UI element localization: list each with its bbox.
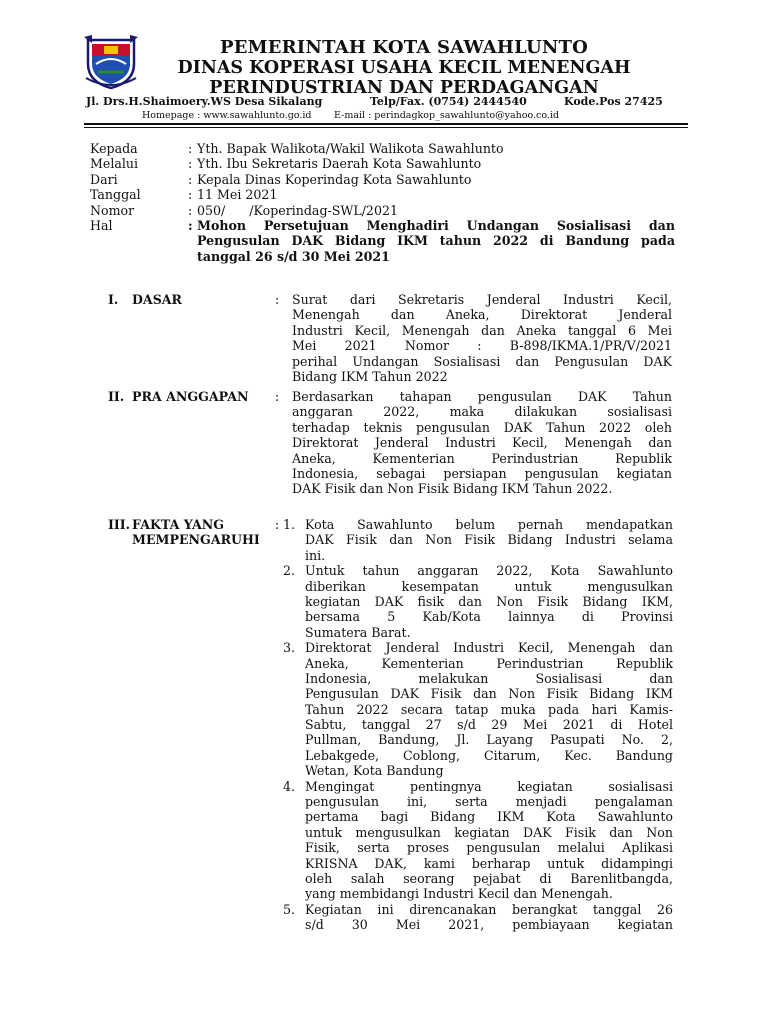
paragraph-line: terhadap teknis pengusulan DAK Tahun 2022 oleh [292,419,672,435]
meta-colon: : [188,141,193,156]
section-number: II. [108,389,125,404]
meta-row-dari [90,172,680,187]
list-item-line: Indonesia, melakukan Sosialisasi dan [305,670,673,686]
meta-row-tanggal [90,187,680,202]
list-item-line: DAK Fisik dan Non Fisik Bidang Industri selama [305,532,673,548]
meta-label: Hal [90,217,113,233]
meta-label: Dari [90,171,118,187]
paragraph-line: DAK Fisik dan Non Fisik Bidang IKM Tahun 2022. [292,481,613,497]
letterhead [140,37,668,98]
meta-value: Yth. Bapak Walikota/Wakil Walikota Sawahlunto [197,141,504,156]
subject [197,218,675,264]
list-item-line: oleh salah seorang pejabat di Barenlitbangda, [305,870,673,886]
list-item-line: Aneka, Kementerian Perindustrian Republik [305,655,673,671]
paragraph-line: Aneka, Kementerian Perindustrian Republik [292,450,672,466]
paragraph-line: Mei 2021 Nomor : B-898/IKMA.1/PR/V/2021 [292,338,672,354]
meta-value: 11 Mei 2021 [197,187,278,203]
list-item-line: Tahun 2022 secara tatap muka pada hari Kamis- [305,701,673,717]
list-item-line: diberikan kesempatan untuk mengusulkan [305,578,673,594]
list-item-number: 2. [283,563,296,579]
list-item-number: 3. [283,640,296,656]
list-item-text [305,517,673,563]
list-item-line: Fisik, serta proses pengusulan melalui Aplikasi [305,840,673,856]
section-number: III. [108,517,131,532]
paragraph-line: Berdasarkan tahapan pengusulan DAK Tahun [292,389,672,404]
list-item-line: Mengingat pentingnya kegiatan sosialisasi [305,778,673,794]
section-body [292,292,672,384]
meta-colon: : [188,156,193,172]
homepage: Homepage : www.sawahlunto.go.id [142,110,312,121]
city-crest-logo [84,34,138,90]
phone-fax: Telp/Fax. (0754) 2444540 [370,95,527,108]
subject-line: Pengusulan DAK Bidang IKM tahun 2022 di Bandung pada [197,233,675,249]
section-title: PRA ANGGAPAN [132,389,249,404]
list-item-line: Pullman, Bandung, Jl. Layang Pasupati No. 2, [305,732,673,748]
list-item-number: 5. [283,901,296,917]
meta-colon: : [188,171,193,187]
meta-row-nomor [90,203,680,218]
meta-label: Tanggal [90,187,141,203]
header-rule-thin [84,127,688,128]
meta-row-kepada [90,141,680,156]
meta-label: Nomor [90,202,135,218]
list-item-line: Kota Sawahlunto belum pernah mendapatkan [305,517,673,532]
paragraph-line: Bidang IKM Tahun 2022 [292,368,448,384]
list-item-number: 4. [283,778,296,794]
email: E-mail : perindagkop_sawahlunto@yahoo.co.id [334,110,560,121]
list-item-line: bersama 5 Kab/Kota lainnya di Provinsi [305,609,673,625]
list-item-line: Kegiatan ini direncanakan berangkat tanggal 26 [305,901,673,917]
list-item-line: Untuk tahun anggaran 2022, Kota Sawahlunto [305,563,673,579]
office-name-2: PERINDUSTRIAN DAN PERDAGANGAN [209,78,599,98]
section-colon: : [275,292,280,307]
list-item-number: 1. [283,517,296,532]
paragraph-line: Industri Kecil, Menengah dan Aneka tanggal 6 Mei [292,322,672,338]
meta-colon: : [188,202,193,218]
government-name: PEMERINTAH KOTA SAWAHLUNTO [219,37,589,58]
meta-label: Melalui [90,156,139,172]
numbered-list [283,517,673,933]
paragraph-line: Surat dari Sekretaris Jenderal Industri Kecil, [292,292,672,307]
list-item-line: s/d 30 Mei 2021, pembiayaan kegiatan [305,917,673,933]
section-title-line: FAKTA YANG [132,517,224,532]
list-item-line: Sumatera Barat. [305,624,411,640]
list-item-line: Wetan, Kota Bandung [305,763,444,779]
list-item-text [305,902,673,933]
list-item-line: pertama bagi Bidang IKM Kota Sawahlunto [305,809,673,825]
meta-row-hal [90,218,680,264]
list-item-text [305,779,673,902]
paragraph-line: perihal Undangan Sosialisasi dan Pengusulan DAK [292,353,672,369]
list-item-line: Lebakgede, Coblong, Citarum, Kec. Bandung [305,747,673,763]
section-colon: : [275,517,280,532]
list-item-line: pengusulan ini, serta menjadi pengalaman [305,794,673,810]
subject-line: tanggal 26 s/d 30 Mei 2021 [197,248,390,264]
list-item [283,640,673,779]
meta-label: Kepada [90,141,138,156]
list-item-line: KRISNA DAK, kami berharap untuk didampingi [305,855,673,871]
memo-metadata [90,141,680,264]
section-body [292,389,672,497]
paragraph-line: Menengah dan Aneka, Direktorat Jenderal [292,307,672,323]
subject-line: Mohon Persetujuan Menghadiri Undangan Sosialisasi dan [197,217,675,233]
list-item-line: yang membidangi Industri Kecil dan Menengah. [305,886,613,902]
list-item-line: untuk mengusulkan kegiatan DAK Fisik dan Non [305,824,673,840]
list-item-line: kegiatan DAK fisik dan Non Fisik Bidang IKM, [305,593,673,609]
section-number: I. [108,292,119,307]
list-item-text [305,640,673,779]
section-title-line: MEMPENGARUHI [132,532,260,548]
list-item-line: Sabtu, tanggal 27 s/d 29 Mei 2021 di Hotel [305,717,673,733]
list-item-line: Pengusulan DAK Fisik dan Non Fisik Bidang IKM [305,686,673,702]
paragraph-line: Indonesia, sebagai persiapan pengusulan kegiatan [292,465,672,481]
section-title: DASAR [132,292,183,307]
meta-value: Yth. Ibu Sekretaris Daerah Kota Sawahlunto [197,156,482,172]
list-item-text [305,563,673,640]
list-item [283,563,673,640]
list-item [283,517,673,563]
meta-row-melalui [90,156,680,171]
paragraph-line: anggaran 2022, maka dilakukan sosialisasi [292,404,672,420]
meta-colon: : [188,187,193,203]
list-item-line: Direktorat Jenderal Industri Kecil, Menengah dan [305,640,673,656]
street-address: Jl. Drs.H.Shaimoery.WS Desa Sikalang [86,95,323,108]
list-item [283,902,673,933]
office-name: DINAS KOPERASI USAHA KECIL MENENGAH [177,58,631,78]
meta-value: 050/ /Koperindag-SWL/2021 [197,202,398,218]
section-title [132,517,272,548]
meta-value: Kepala Dinas Koperindag Kota Sawahlunto [197,171,472,187]
paragraph-line: Direktorat Jenderal Industri Kecil, Menengah dan [292,435,672,451]
section-colon: : [275,389,280,404]
postal-code: Kode.Pos 27425 [564,95,663,108]
list-item-line: ini. [305,547,326,563]
header-rule-thick [84,123,688,125]
meta-colon: : [188,217,193,233]
list-item [283,779,673,902]
